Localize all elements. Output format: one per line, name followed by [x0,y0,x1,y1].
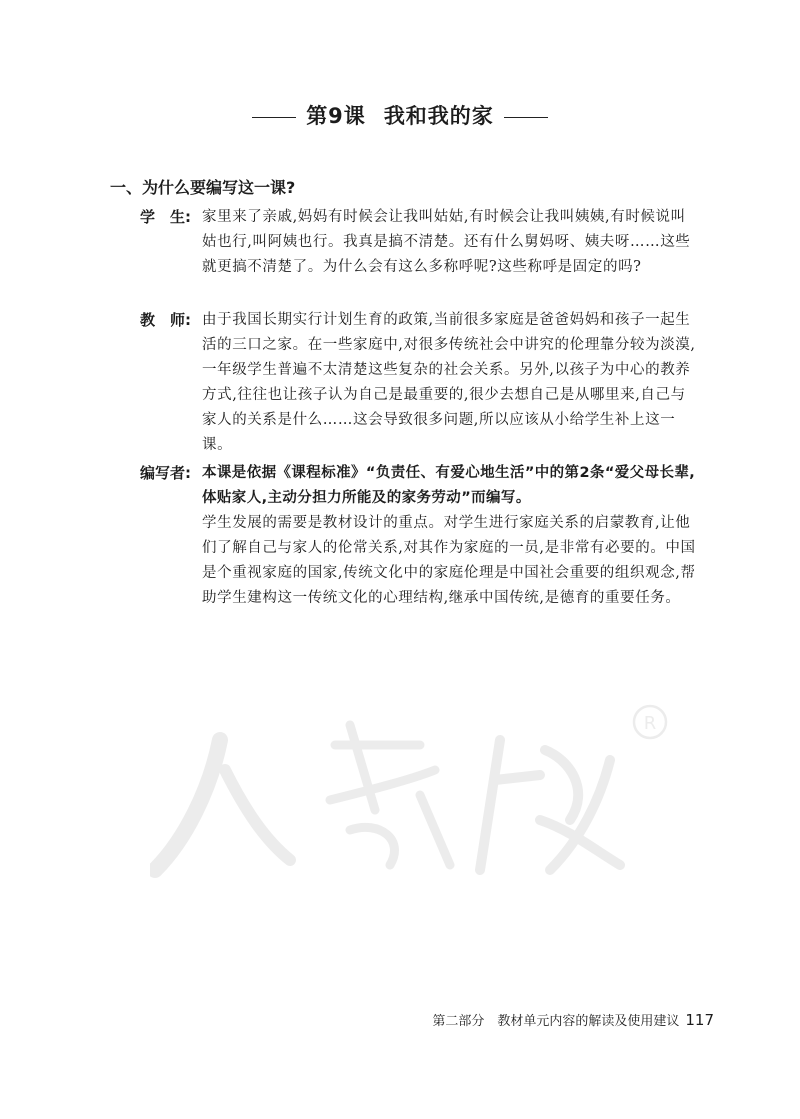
footer-section: 第二部分 教材单元内容的解读及使用建议 [432,1014,680,1029]
svg-text:R: R [643,713,657,734]
lesson-name: 我和我的家 [383,104,494,128]
speaker-label: 教 师: [140,311,191,329]
student-text: 家里来了亲戚,妈妈有时候会让我叫姑姑,有时候会让我叫姨姨,有时候说叫姑也行,叫阿姨也行。我真是搞不清楚。还有什么舅妈呀、姨夫呀……这些就更搞不清楚了。为什么会有这么多称呼呢?这些称呼是固定的吗? [202,209,691,275]
watermark-logo [150,700,670,890]
lesson-title [0,100,800,130]
title-dash-left [252,117,296,118]
editor-block [140,461,700,611]
lesson-number: 第9课 [306,104,366,128]
page-footer [432,1010,714,1029]
teacher-text: 由于我国长期实行计划生育的政策,当前很多家庭是爸爸妈妈和孩子一起生活的三口之家。在一些家庭中,对很多传统社会中讲究的伦理靠分较为淡漠,一年级学生普遍不太清楚这些复杂的社会关系。另外,以孩子为中心的教养方式,往往也让孩子认为自己是最重要的,很少去想自己是从哪里来,自己与家人的关系是什么……这会导致很多问题,所以应该从小给学生补上这一课。 [202,312,696,453]
title-dash-right [504,117,548,118]
editor-text: 学生发展的需要是教材设计的重点。对学生进行家庭关系的启蒙教育,让他们了解自己与家人的伦常关系,对其作为家庭的一员,是非常有必要的。中国是个重视家庭的国家,传统文化中的家庭伦理是中国社会重要的组织观念,帮助学生建构这一传统文化的心理结构,继承中国传统,是德育的重要任务。 [202,515,696,606]
page-number: 117 [685,1011,714,1029]
speaker-label: 编写者: [140,464,191,482]
speaker-label: 学 生: [140,208,191,226]
editor-basis-text: 本课是依据《课程标准》“负责任、有爱心地生活”中的第2条“爱父母长辈,体贴家人,主动分担力所能及的家务劳动”而编写。 [202,465,696,506]
section-heading: 一、为什么要编写这一课? [110,178,296,197]
student-block [140,205,700,280]
teacher-block [140,308,700,458]
